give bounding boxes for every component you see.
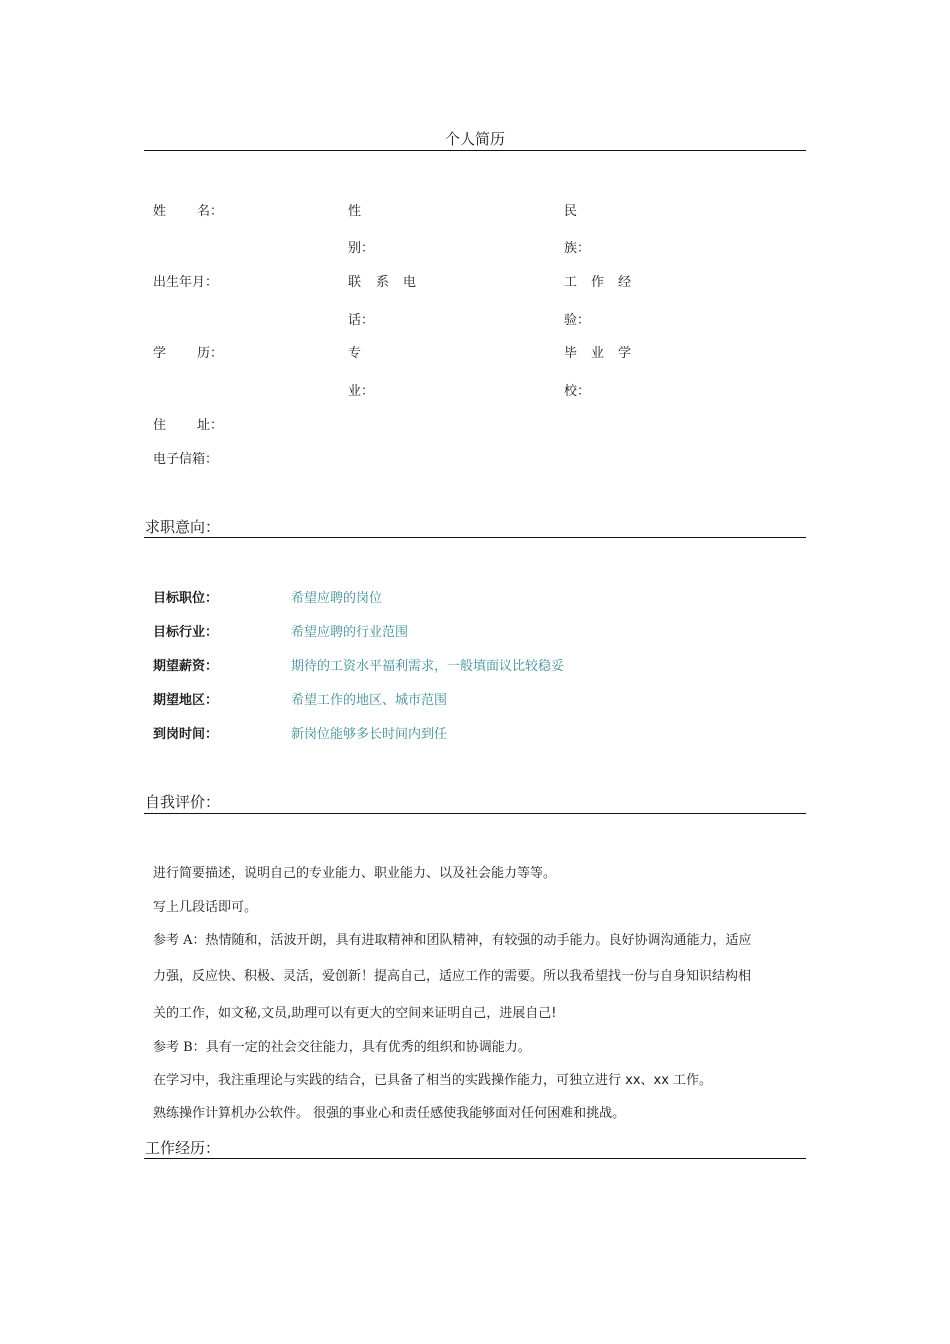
ethnic-label-b: 族： bbox=[564, 241, 591, 256]
name-label-b: 名： bbox=[197, 204, 224, 219]
school-label-b: 业 bbox=[591, 346, 605, 361]
intent-value: 希望应聘的行业范围 bbox=[291, 625, 409, 640]
phone-label-d: 话： bbox=[348, 313, 375, 328]
school-label-a: 毕 bbox=[564, 346, 578, 361]
address-label-a: 住 bbox=[153, 418, 167, 433]
self-eval-divider bbox=[144, 813, 806, 814]
reference-a-line: 力强，反应快、积极、灵活，爱创新！提高自己，适应工作的需要。所以我希望找一份与自身知识结构相 bbox=[153, 969, 752, 984]
work-label-c: 经 bbox=[618, 275, 632, 290]
phone-label-b: 系 bbox=[376, 275, 390, 290]
self-eval-line: 进行简要描述，说明自己的专业能力、职业能力、以及社会能力等等。 bbox=[153, 866, 557, 881]
ethnic-label-a: 民 bbox=[564, 204, 578, 219]
gender-label-a: 性 bbox=[348, 204, 362, 219]
work-label-d: 验： bbox=[564, 313, 591, 328]
intent-heading: 求职意向： bbox=[145, 518, 221, 536]
intent-label: 目标职位： bbox=[153, 591, 219, 606]
reference-a-text: 热情随和，活波开朗，具有进取精神和团队精神，有较强的动手能力。良好协调沟通能力，适应 bbox=[205, 933, 752, 948]
phone-label-c: 电 bbox=[403, 275, 417, 290]
intent-label: 到岗时间： bbox=[153, 727, 219, 742]
self-eval-line: 写上几段话即可。 bbox=[153, 900, 258, 915]
edu-label-b: 历： bbox=[197, 346, 224, 361]
reference-a-line: 关的工作，如文秘,文员,助理可以有更大的空间来证明自己，进展自己! bbox=[153, 1006, 557, 1021]
intent-label: 目标行业： bbox=[153, 625, 219, 640]
intent-value: 希望工作的地区、城市范围 bbox=[291, 693, 448, 708]
intent-label: 期望地区： bbox=[153, 693, 219, 708]
address-label-b: 址： bbox=[197, 418, 224, 433]
major-label-a: 专 bbox=[348, 346, 362, 361]
work-label-a: 工 bbox=[564, 275, 578, 290]
gender-label-b: 别： bbox=[348, 241, 375, 256]
work-heading: 工作经历： bbox=[145, 1139, 221, 1157]
reference-a-line bbox=[153, 929, 752, 948]
school-label-c: 学 bbox=[618, 346, 632, 361]
reference-b-text: 具有一定的社会交往能力，具有优秀的组织和协调能力。 bbox=[205, 1040, 531, 1055]
phone-label-a: 联 bbox=[348, 275, 362, 290]
school-label-d: 校： bbox=[564, 384, 591, 399]
name-label-a: 姓 bbox=[153, 204, 167, 219]
self-eval-heading: 自我评价： bbox=[145, 793, 221, 811]
reference-a-prefix: 参考 A： bbox=[153, 933, 206, 948]
reference-b-line: 熟练操作计算机办公软件。 很强的事业心和责任感使我能够面对任何困难和挑战。 bbox=[153, 1106, 626, 1121]
work-divider bbox=[144, 1158, 806, 1159]
title-divider bbox=[144, 150, 806, 151]
major-label-b: 业： bbox=[348, 384, 375, 399]
intent-value: 希望应聘的岗位 bbox=[291, 591, 383, 606]
email-label: 电子信箱： bbox=[153, 452, 219, 467]
reference-b-prefix: 参考 B： bbox=[153, 1040, 206, 1055]
intent-label: 期望薪资： bbox=[153, 659, 219, 674]
reference-b-line: 在学习中，我注重理论与实践的结合，已具备了相当的实践操作能力，可独立进行 xx、xx 工作。 bbox=[153, 1073, 713, 1088]
edu-label-a: 学 bbox=[153, 346, 167, 361]
intent-divider bbox=[144, 537, 806, 538]
birth-label: 出生年月： bbox=[153, 275, 219, 290]
work-label-b: 作 bbox=[591, 275, 605, 290]
page-title: 个人简历 bbox=[444, 130, 505, 148]
reference-b-line bbox=[153, 1036, 531, 1055]
intent-value: 期待的工资水平福利需求，一般填面议比较稳妥 bbox=[291, 659, 565, 674]
intent-value: 新岗位能够多长时间内到任 bbox=[291, 727, 448, 742]
